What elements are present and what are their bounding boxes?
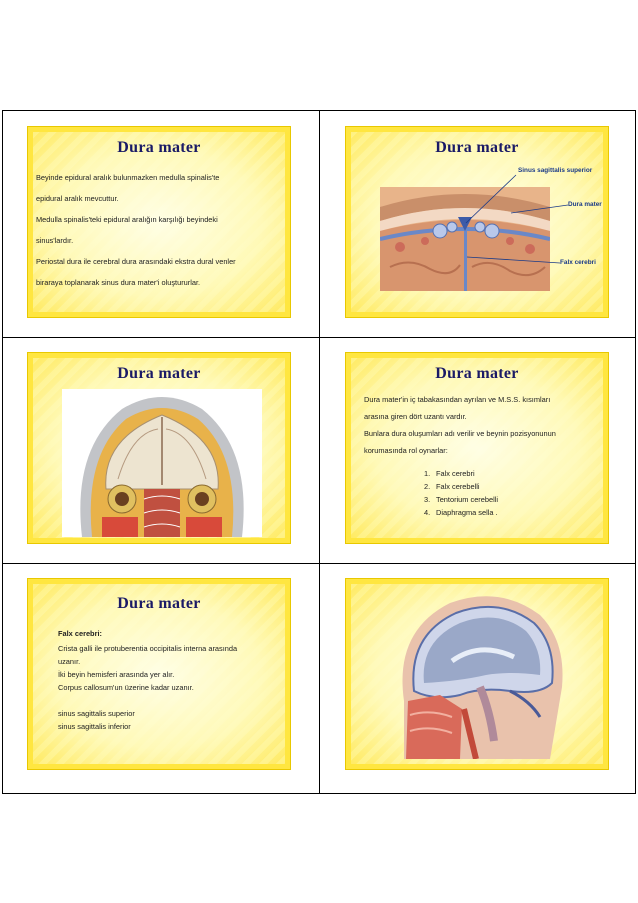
slide-title: Dura mater xyxy=(435,365,519,382)
paragraph-line: Medulla spinalis'teki epidural aralığın karşılığı beyindeki xyxy=(36,215,218,224)
slide-title: Dura mater xyxy=(117,139,201,156)
label-sinus-sagittalis-superior: Sinus sagittalis superior xyxy=(518,167,593,174)
slide-title: Dura mater xyxy=(435,139,519,156)
slide-3 xyxy=(27,352,291,544)
paragraph-line: epidural aralık mevcuttur. xyxy=(36,194,119,203)
slide-title: Dura mater xyxy=(117,595,201,612)
section-heading: Falx cerebri: xyxy=(58,629,102,638)
slide-5 xyxy=(27,578,291,770)
row-divider-1 xyxy=(3,337,635,338)
slide-body xyxy=(36,171,236,289)
dura-extensions-list xyxy=(424,467,498,519)
paragraph-line: sinus sagittalis superior xyxy=(58,709,135,718)
paragraph-line xyxy=(58,694,237,707)
paragraph-line: Periostal dura ile cerebral dura arasındaki ekstra dural venler xyxy=(36,257,236,266)
paragraph-line: Dura mater'in iç tabakasından ayrılan ve M.S.S. kısımları xyxy=(364,395,551,404)
paragraph-line: korumasında rol oynarlar: xyxy=(364,446,448,455)
label-dura-mater: Dura mater xyxy=(568,201,602,208)
paragraph-line: sinus sagittalis inferior xyxy=(58,722,131,731)
paragraph-line: Beyinde epidural aralık bulunmazken medulla spinalis'te xyxy=(36,173,220,182)
slide-4 xyxy=(345,352,609,544)
slide-body xyxy=(58,627,237,733)
slide-body xyxy=(364,393,556,457)
coronal-head-illustration xyxy=(62,389,262,537)
label-leader-lines xyxy=(346,127,609,318)
label-falx-cerebri: Falx cerebri xyxy=(560,259,596,266)
slide-6 xyxy=(345,578,609,770)
list-item: 4. Diaphragma sella . xyxy=(424,508,498,517)
list-item: 3. Tentorium cerebelli xyxy=(424,495,499,504)
list-item: 2. Falx cerebelli xyxy=(424,482,480,491)
paragraph-line: Crista galli ile protuberentia occipitalis interna arasında xyxy=(58,644,238,653)
paragraph-line: arasına giren dört uzantı vardır. xyxy=(364,412,467,421)
slide-title: Dura mater xyxy=(117,365,201,382)
paragraph-line: Bunlara dura oluşumları adı verilir ve beynin pozisyonunun xyxy=(364,429,556,438)
column-divider xyxy=(319,111,320,793)
paragraph-line: biraraya toplanarak sinus dura mater'i oluştururlar. xyxy=(36,278,201,287)
row-divider-2 xyxy=(3,563,635,564)
paragraph-line: sinus'lardır. xyxy=(36,236,74,245)
paragraph-line: İki beyin hemisferi arasında yer alır. xyxy=(58,670,175,679)
paragraph-line: uzanır. xyxy=(58,657,81,666)
sagittal-head-illustration xyxy=(390,591,566,759)
list-item: 1. Falx cerebri xyxy=(424,469,475,478)
slide-1 xyxy=(27,126,291,318)
paragraph-line: Corpus callosum'un üzerine kadar uzanır. xyxy=(58,683,194,692)
slide-2 xyxy=(345,126,609,318)
